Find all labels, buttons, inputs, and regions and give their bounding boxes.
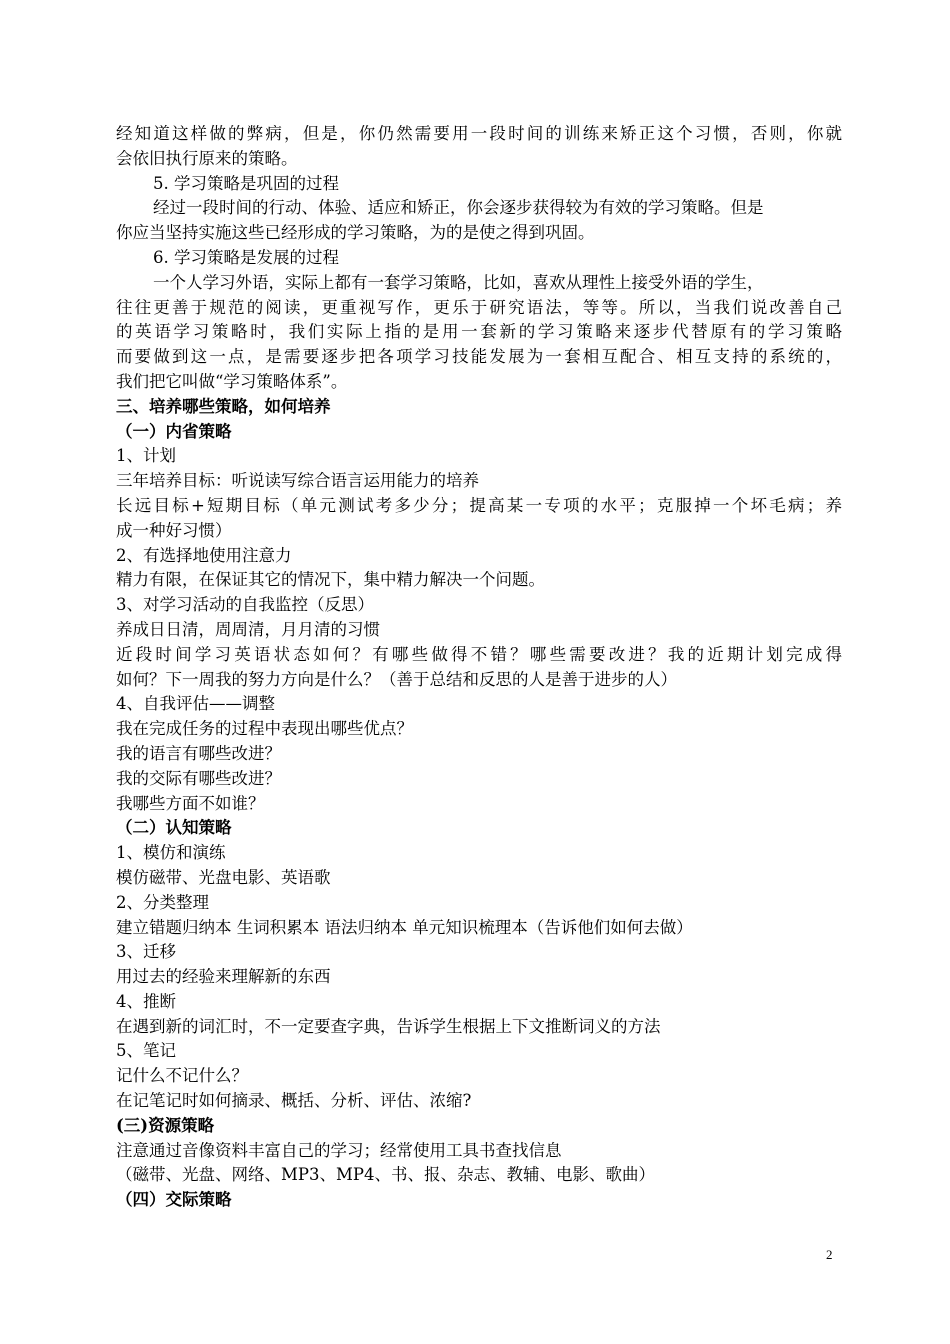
- text-line: 我哪些方面不如谁？: [116, 793, 265, 813]
- text-line: 用过去的经验来理解新的东西: [116, 967, 331, 987]
- text-line: 你应当坚持实施这些已经形成的学习策略，为的是使之得到巩固。: [116, 223, 595, 243]
- text-line: 记什么不记什么？: [116, 1066, 248, 1086]
- document-body: [116, 122, 842, 1213]
- text-line: 5. 学习策略是巩固的过程: [153, 173, 339, 193]
- text-line: 的英语学习策略时，我们实际上指的是用一套新的学习策略来逐步代替原有的学习策略: [116, 322, 842, 342]
- text-line: 3、对学习活动的自我监控（反思）: [116, 595, 374, 615]
- text-line: （磁带、光盘、网络、MP3、MP4、书、报、杂志、教辅、电影、歌曲）: [116, 1165, 655, 1185]
- text-line: 我们把它叫做“学习策略体系”。: [116, 371, 348, 391]
- text-line: 在记笔记时如何摘录、概括、分析、评估、浓缩?: [116, 1091, 472, 1111]
- section-heading: （一）内省策略: [116, 421, 232, 441]
- text-line: 3、迁移: [116, 942, 176, 962]
- text-line: 长远目标+短期目标（单元测试考多少分；提高某一专项的水平；克服掉一个坏毛病；养: [116, 495, 842, 515]
- text-line: 模仿磁带、光盘电影、英语歌: [116, 867, 331, 887]
- text-line: 在遇到新的词汇时，不一定要查字典，告诉学生根据上下文推断词义的方法: [116, 1016, 661, 1036]
- text-line: 经知道这样做的弊病，但是，你仍然需要用一段时间的训练来矫正这个习惯，否则，你就: [116, 124, 842, 143]
- text-line: 2、有选择地使用注意力: [116, 545, 292, 565]
- text-line: 精力有限，在保证其它的情况下，集中精力解决一个问题。: [116, 570, 545, 590]
- text-line: 1、计划: [116, 446, 176, 466]
- text-line: 成一种好习惯）: [116, 520, 232, 540]
- section-heading: （四）交际策略: [116, 1190, 232, 1210]
- text-line: 会依旧执行原来的策略。: [116, 148, 298, 168]
- text-line: 我在完成任务的过程中表现出哪些优点？: [116, 719, 413, 739]
- text-line: 1、模仿和演练: [116, 843, 226, 863]
- text-line: 注意通过音像资料丰富自己的学习；经常使用工具书查找信息: [116, 1140, 562, 1160]
- text-line: 4、自我评估——调整: [116, 694, 275, 714]
- text-line: 我的交际有哪些改进？: [116, 768, 281, 788]
- text-line: 如何？下一周我的努力方向是什么？（善于总结和反思的人是善于进步的人）: [116, 669, 677, 689]
- text-line: 近段时间学习英语状态如何？有哪些做得不错？哪些需要改进？我的近期计划完成得: [116, 644, 842, 664]
- text-line: 2、分类整理: [116, 892, 209, 912]
- text-line: 6. 学习策略是发展的过程: [153, 247, 339, 267]
- text-line: 经过一段时间的行动、体验、适应和矫正，你会逐步获得较为有效的学习策略。但是: [153, 198, 764, 218]
- page-number: 2: [826, 1247, 833, 1262]
- section-heading: （二）认知策略: [116, 818, 232, 838]
- text-line: 而要做到这一点，是需要逐步把各项学习技能发展为一套相互配合、相互支持的系统的，: [116, 347, 842, 367]
- text-line: 我的语言有哪些改进？: [116, 743, 281, 763]
- text-line: 建立错题归纳本 生词积累本 语法归纳本 单元知识梳理本（告诉他们如何去做）: [116, 917, 693, 937]
- section-heading: (三)资源策略: [116, 1115, 215, 1135]
- section-heading: 三、培养哪些策略，如何培养: [116, 396, 331, 416]
- text-line: 养成日日清，周周清，月月清的习惯: [116, 619, 380, 639]
- text-line: 三年培养目标：听说读写综合语言运用能力的培养: [116, 471, 479, 491]
- text-line: 一个人学习外语，实际上都有一套学习策略，比如，喜欢从理性上接受外语的学生，: [153, 272, 764, 292]
- text-line: 4、推断: [116, 991, 176, 1011]
- text-line: 5、笔记: [116, 1041, 176, 1061]
- text-line: 往往更善于规范的阅读，更重视写作，更乐于研究语法，等等。所以，当我们说改善自己: [116, 297, 842, 317]
